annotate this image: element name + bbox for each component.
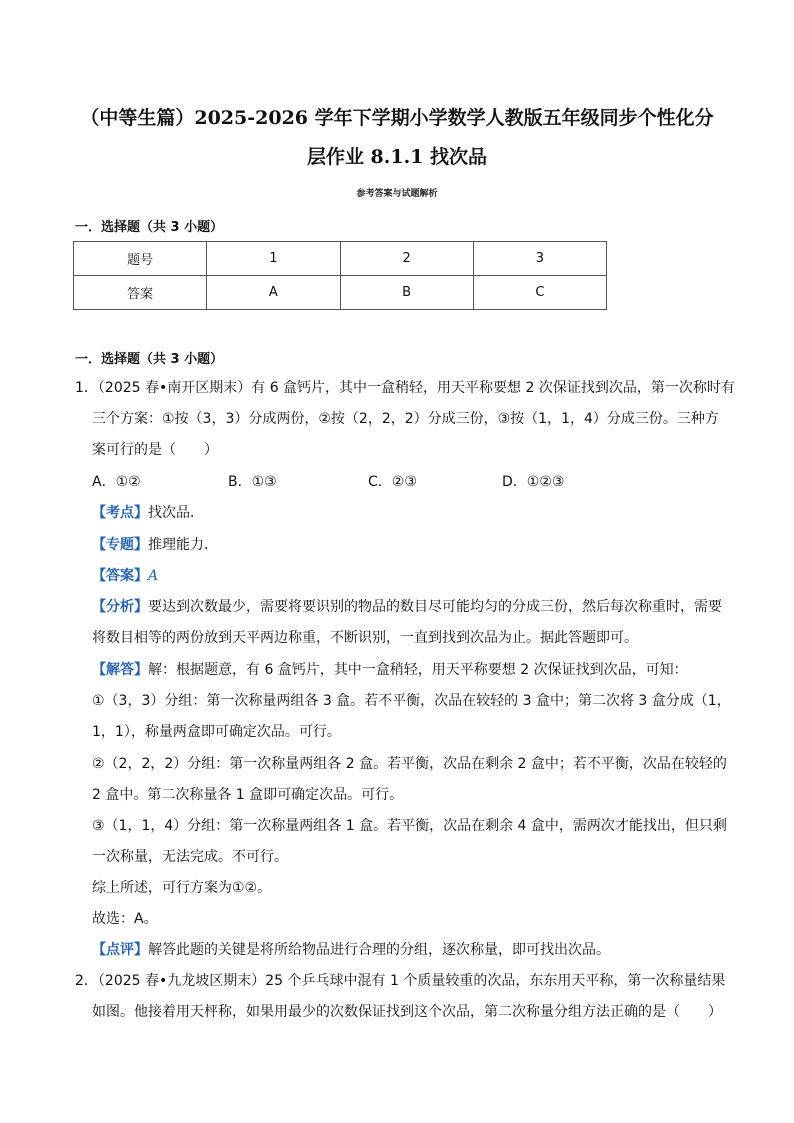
table-cell: 题号: [74, 242, 207, 276]
document-subtitle: 参考答案与试题解析: [356, 189, 438, 199]
jieda-tag: 【解答】: [92, 662, 148, 678]
q1-daan: [92, 566, 158, 586]
q1-sol2-line1: ②（2，2，2）分组：第一次称量两组各 2 盒。若平衡，次品在剩余 2 盒中；若不平衡，次品在较轻的: [92, 756, 727, 772]
q1-zhuanti: [92, 535, 218, 555]
table-cell: 3: [473, 242, 606, 276]
q1-jieda-line1: [92, 660, 688, 680]
questions-section-heading: 一．选择题（共 3 小题）: [75, 352, 224, 367]
jieda-text: 解：根据题意，有 6 盒钙片，其中一盒稍轻，用天平称要想 2 次保证找到次品，可知：: [148, 662, 688, 678]
zhuanti-text: 推理能力．: [148, 537, 218, 553]
q1-sol3-line1: ③（1，1，4）分组：第一次称量两组各 1 盒。若平衡，次品在剩余 4 盒中，需两次才能找出，但只剩: [92, 818, 727, 834]
table-row: [74, 276, 607, 310]
fenxi-tag: 【分析】: [92, 599, 148, 615]
q1-option-d: D．①②③: [502, 474, 565, 490]
document-title-line1: （中等生篇）2025-2026 学年下学期小学数学人教版五年级同步个性化分: [80, 107, 714, 129]
table-cell: 答案: [74, 276, 207, 310]
daan-text: A: [148, 568, 159, 584]
table-cell: 1: [207, 242, 340, 276]
q1-stem-line1: 1．（2025 春•南开区期末）有 6 盒钙片，其中一盒稍轻，用天平称要想 2 次保证找到次品，第一次称时有: [75, 380, 735, 396]
q1-stem-line3: 案可行的是（ ）: [92, 442, 218, 458]
q1-sol1-line1: ①（3，3）分组：第一次称量两组各 3 盒。若不平衡，次品在较轻的 3 盒中；第二次将 3 盒分成（1，: [92, 693, 731, 709]
q1-option-b: B．①③: [228, 474, 277, 490]
document-title-line2: 层作业 8.1.1 找次品: [306, 146, 488, 168]
table-cell: 2: [340, 242, 473, 276]
q2-stem-line1: 2．（2025 春•九龙坡区期末）25 个乒乓球中混有 1 个质量较重的次品，东东用天平称，第一次称量结果: [75, 973, 726, 989]
fenxi-text: 要达到次数最少，需要将要识别的物品的数目尽可能均匀的分成三份，然后每次称重时，需要: [148, 599, 722, 615]
q1-sol3-line2: 一次称量，无法完成。不可行。: [92, 849, 288, 865]
answer-table: [73, 241, 607, 310]
q1-kaodian: [92, 503, 204, 523]
q1-choice: 故选：A。: [92, 911, 158, 927]
q1-sol1-line2: 1，1），称量两盒即可确定次品。可行。: [92, 724, 341, 740]
q1-option-c: C．②③: [368, 474, 417, 490]
table-cell: C: [473, 276, 606, 310]
dianping-text: 解答此题的关键是将所给物品进行合理的分组，逐次称量，即可找出次品。: [148, 942, 610, 958]
q1-stem-line2: 三个方案：①按（3，3）分成两份，②按（2，2，2）分成三份，③按（1，1，4）分成三份。三种方: [92, 411, 719, 427]
q1-dianping: [92, 940, 610, 960]
q1-fenxi-line2: 将数目相等的两份放到天平两边称重，不断识别，一直到找到次品为止。据此答题即可。: [92, 630, 638, 646]
q2-stem-line2: 如图。他接着用天枰称，如果用最少的次数保证找到这个次品，第二次称量分组方法正确的是（ ）: [92, 1004, 722, 1020]
q1-summary: 综上所述，可行方案为①②。: [92, 880, 272, 896]
table-cell: A: [207, 276, 340, 310]
q1-sol2-line2: 2 盒中。第二次称量各 1 盒即可确定次品。可行。: [92, 787, 404, 803]
zhuanti-tag: 【专题】: [92, 537, 148, 553]
table-row: [74, 242, 607, 276]
q1-option-a: A．①②: [92, 474, 141, 490]
kaodian-text: 找次品．: [148, 505, 204, 521]
answer-section-heading: 一．选择题（共 3 小题）: [75, 220, 224, 235]
daan-tag: 【答案】: [92, 568, 148, 584]
table-cell: B: [340, 276, 473, 310]
q1-fenxi-line1: [92, 597, 722, 617]
dianping-tag: 【点评】: [92, 942, 148, 958]
kaodian-tag: 【考点】: [92, 505, 148, 521]
